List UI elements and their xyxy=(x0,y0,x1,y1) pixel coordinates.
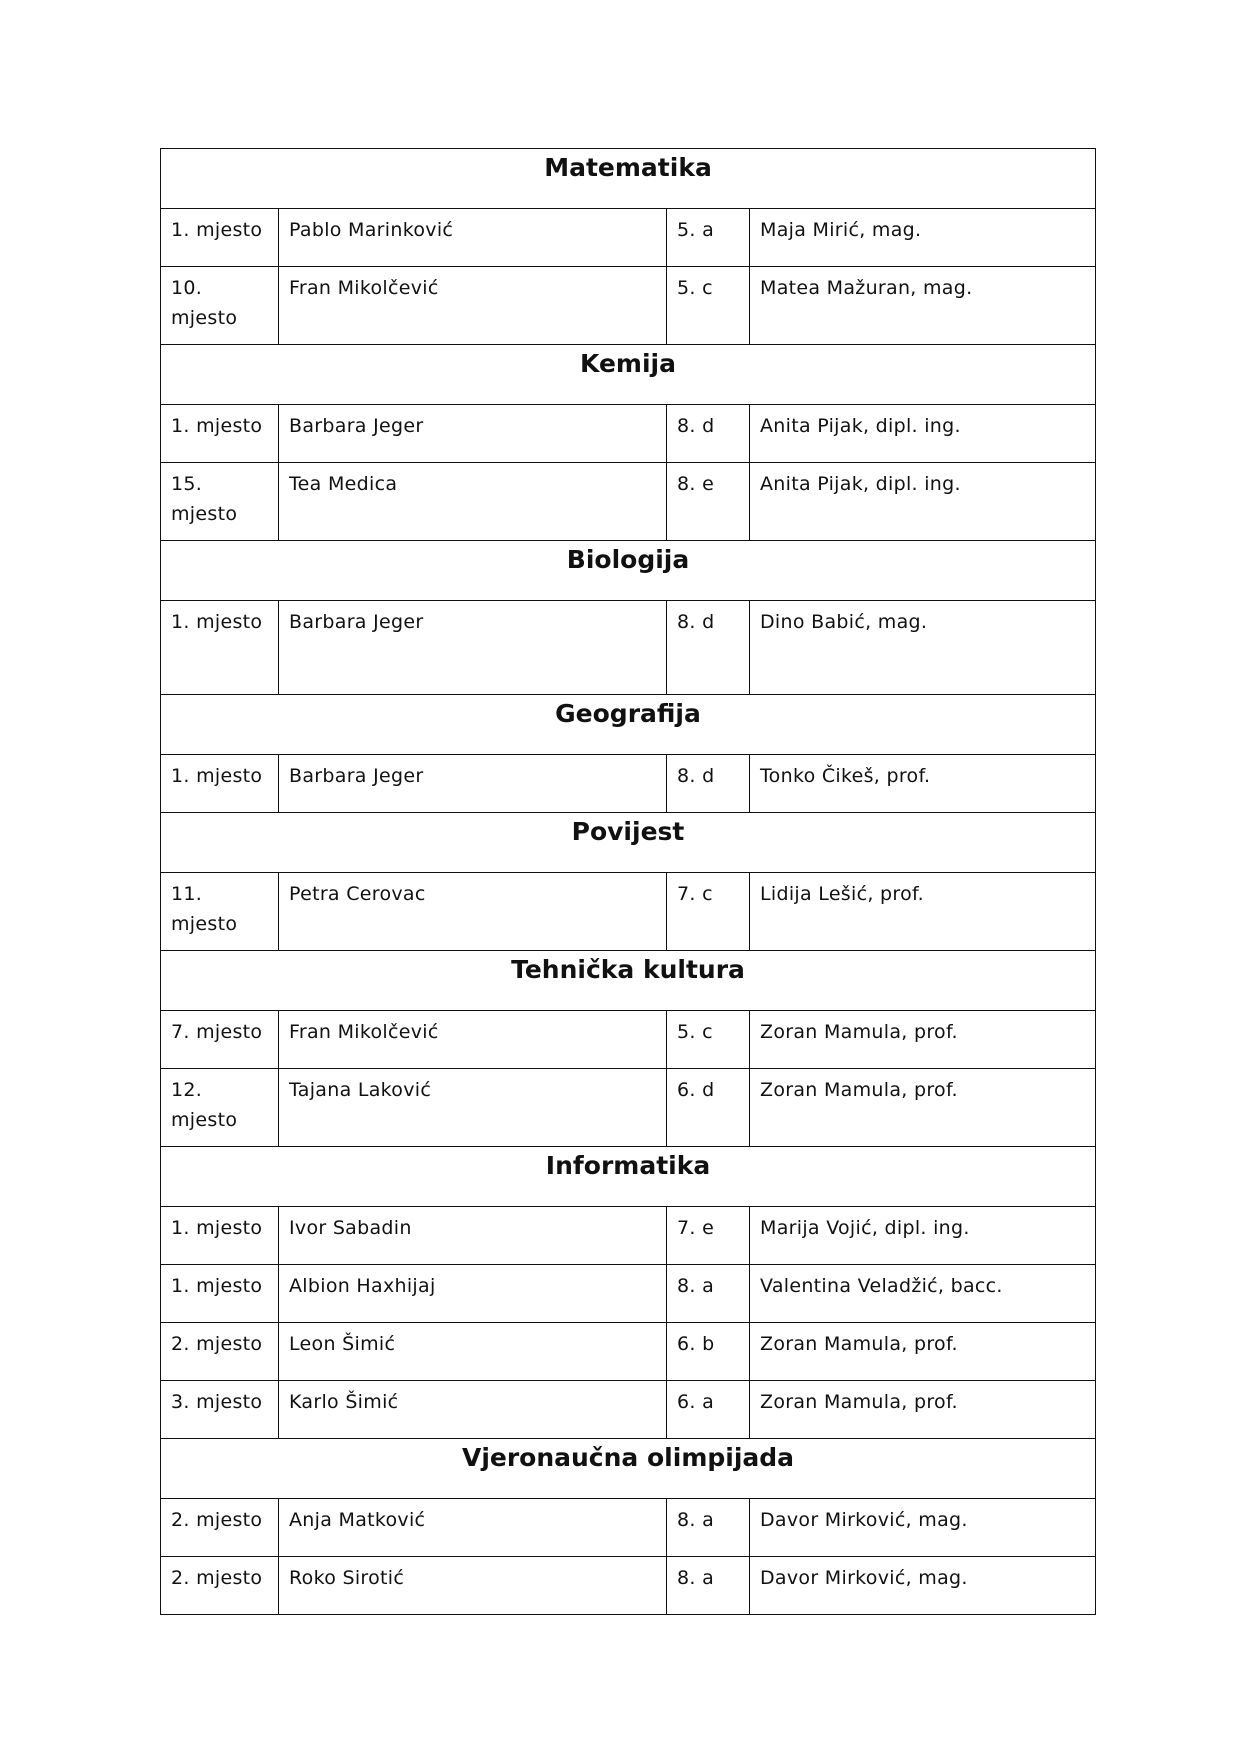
student-name-cell: Leon Šimić xyxy=(279,1323,667,1381)
mentor-cell: Zoran Mamula, prof. xyxy=(750,1011,1096,1069)
place-cell: 1. mjesto xyxy=(161,405,279,463)
student-name-cell: Fran Mikolčević xyxy=(279,1011,667,1069)
student-name-cell: Tea Medica xyxy=(279,463,667,541)
class-cell: 5. c xyxy=(667,267,750,345)
table-row xyxy=(161,1323,1096,1381)
student-name-cell: Karlo Šimić xyxy=(279,1381,667,1439)
place-cell: 1. mjesto xyxy=(161,755,279,813)
student-name-cell: Petra Cerovac xyxy=(279,873,667,951)
class-cell: 8. e xyxy=(667,463,750,541)
student-name-cell: Fran Mikolčević xyxy=(279,267,667,345)
subject-title: Kemija xyxy=(161,345,1096,405)
subject-title: Tehnička kultura xyxy=(161,951,1096,1011)
class-cell: 5. c xyxy=(667,1011,750,1069)
table-row xyxy=(161,209,1096,267)
place-cell: 1. mjesto xyxy=(161,601,279,695)
student-name-cell: Tajana Laković xyxy=(279,1069,667,1147)
mentor-cell: Valentina Veladžić, bacc. xyxy=(750,1265,1096,1323)
class-cell: 8. d xyxy=(667,601,750,695)
table-row xyxy=(161,601,1096,695)
subject-title: Geografija xyxy=(161,695,1096,755)
table-row xyxy=(161,755,1096,813)
subject-row xyxy=(161,345,1096,405)
class-cell: 8. a xyxy=(667,1265,750,1323)
class-cell: 6. b xyxy=(667,1323,750,1381)
place-cell: 15. mjesto xyxy=(161,463,279,541)
class-cell: 6. d xyxy=(667,1069,750,1147)
table-row xyxy=(161,1011,1096,1069)
table-row xyxy=(161,873,1096,951)
subject-row xyxy=(161,1439,1096,1499)
subject-row xyxy=(161,149,1096,209)
table-row xyxy=(161,1557,1096,1615)
table-row xyxy=(161,1265,1096,1323)
mentor-cell: Tonko Čikeš, prof. xyxy=(750,755,1096,813)
class-cell: 5. a xyxy=(667,209,750,267)
table-row xyxy=(161,463,1096,541)
student-name-cell: Anja Matković xyxy=(279,1499,667,1557)
place-cell: 11. mjesto xyxy=(161,873,279,951)
place-cell: 1. mjesto xyxy=(161,209,279,267)
subject-row xyxy=(161,813,1096,873)
mentor-cell: Zoran Mamula, prof. xyxy=(750,1323,1096,1381)
class-cell: 8. d xyxy=(667,755,750,813)
table-row xyxy=(161,1207,1096,1265)
place-cell: 2. mjesto xyxy=(161,1499,279,1557)
results-body xyxy=(161,149,1096,1615)
mentor-cell: Zoran Mamula, prof. xyxy=(750,1381,1096,1439)
student-name-cell: Pablo Marinković xyxy=(279,209,667,267)
student-name-cell: Barbara Jeger xyxy=(279,755,667,813)
place-cell: 1. mjesto xyxy=(161,1265,279,1323)
class-cell: 8. a xyxy=(667,1499,750,1557)
student-name-cell: Barbara Jeger xyxy=(279,405,667,463)
mentor-cell: Lidija Lešić, prof. xyxy=(750,873,1096,951)
table-row xyxy=(161,267,1096,345)
place-cell: 2. mjesto xyxy=(161,1557,279,1615)
mentor-cell: Anita Pijak, dipl. ing. xyxy=(750,405,1096,463)
subject-title: Povijest xyxy=(161,813,1096,873)
table-row xyxy=(161,1069,1096,1147)
table-row xyxy=(161,1381,1096,1439)
mentor-cell: Matea Mažuran, mag. xyxy=(750,267,1096,345)
mentor-cell: Dino Babić, mag. xyxy=(750,601,1096,695)
student-name-cell: Barbara Jeger xyxy=(279,601,667,695)
mentor-cell: Marija Vojić, dipl. ing. xyxy=(750,1207,1096,1265)
class-cell: 7. c xyxy=(667,873,750,951)
place-cell: 10. mjesto xyxy=(161,267,279,345)
class-cell: 8. d xyxy=(667,405,750,463)
student-name-cell: Ivor Sabadin xyxy=(279,1207,667,1265)
student-name-cell: Roko Sirotić xyxy=(279,1557,667,1615)
mentor-cell: Anita Pijak, dipl. ing. xyxy=(750,463,1096,541)
subject-title: Biologija xyxy=(161,541,1096,601)
class-cell: 8. a xyxy=(667,1557,750,1615)
student-name-cell: Albion Haxhijaj xyxy=(279,1265,667,1323)
place-cell: 1. mjesto xyxy=(161,1207,279,1265)
place-cell: 3. mjesto xyxy=(161,1381,279,1439)
subject-title: Matematika xyxy=(161,149,1096,209)
table-row xyxy=(161,1499,1096,1557)
subject-row xyxy=(161,951,1096,1011)
mentor-cell: Maja Mirić, mag. xyxy=(750,209,1096,267)
subject-title: Informatika xyxy=(161,1147,1096,1207)
subject-row xyxy=(161,1147,1096,1207)
results-table xyxy=(160,148,1096,1615)
subject-row xyxy=(161,695,1096,755)
table-row xyxy=(161,405,1096,463)
mentor-cell: Davor Mirković, mag. xyxy=(750,1499,1096,1557)
place-cell: 12. mjesto xyxy=(161,1069,279,1147)
subject-row xyxy=(161,541,1096,601)
mentor-cell: Zoran Mamula, prof. xyxy=(750,1069,1096,1147)
place-cell: 2. mjesto xyxy=(161,1323,279,1381)
mentor-cell: Davor Mirković, mag. xyxy=(750,1557,1096,1615)
place-cell: 7. mjesto xyxy=(161,1011,279,1069)
class-cell: 6. a xyxy=(667,1381,750,1439)
class-cell: 7. e xyxy=(667,1207,750,1265)
subject-title: Vjeronaučna olimpijada xyxy=(161,1439,1096,1499)
